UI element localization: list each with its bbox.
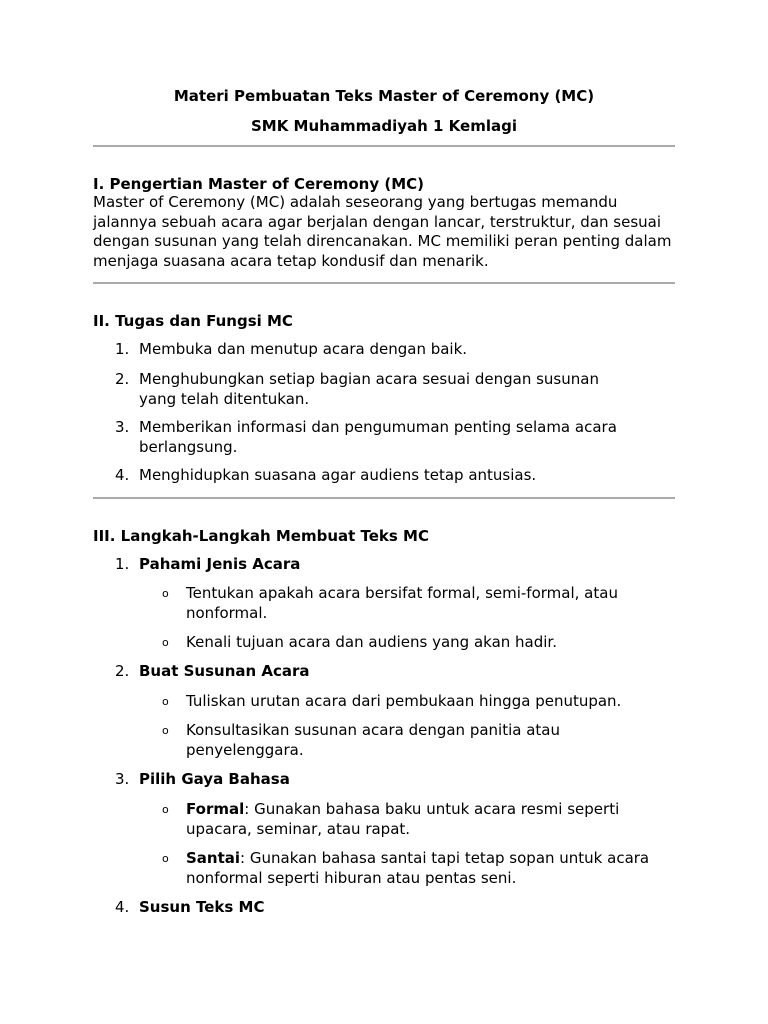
divider [93,145,675,147]
list-text: Memberikan informasi dan pengumuman penting selama acara berlangsung. [139,418,617,456]
bullet-marker: o [162,724,169,737]
section-heading-tugas: II. Tugas dan Fungsi MC [93,312,293,330]
sub-text: Tentukan apakah acara bersifat formal, semi-formal, atau nonformal. [186,584,618,622]
sub-text [186,800,656,839]
list-text: Menghidupkan suasana agar audiens tetap antusias. [139,466,537,484]
document-title: Materi Pembuatan Teks Master of Ceremony (MC) [173,87,595,105]
term-label: Formal [186,800,245,818]
sub-text [186,849,675,888]
divider [93,497,675,499]
bullet-marker: o [162,587,169,600]
step-number: 1. [115,555,130,573]
term-description: : Gunakan bahasa santai tapi tetap sopan untuk acara nonformal seperti hiburan atau pentas seni. [186,849,650,887]
list-text: Menghubungkan setiap bagian acara sesuai dengan susunan yang telah ditentukan. [139,370,599,408]
step-title: Pilih Gaya Bahasa [139,770,290,788]
section-body-pengertian: Master of Ceremony (MC) adalah seseorang yang bertugas memandu jalannya sebuah acara agar berjalan dengan lancar, terstruktur, dan sesuai dengan susunan yang telah direncanakan. MC memiliki peran penting dalam menjaga suasana acara tetap kondusif dan menarik. [93,193,672,270]
step-title: Pahami Jenis Acara [139,555,301,573]
step-number: 3. [115,770,130,788]
section-heading-pengertian: I. Pengertian Master of Ceremony (MC) [93,175,424,193]
list-text: Membuka dan menutup acara dengan baik. [139,340,468,358]
term-description: : Gunakan bahasa baku untuk acara resmi seperti upacara, seminar, atau rapat. [186,800,620,838]
list-number: 4. [115,466,130,484]
bullet-marker: o [162,803,169,816]
list-number: 3. [115,418,130,436]
document-subtitle: SMK Muhammadiyah 1 Kemlagi [250,117,517,135]
list-number: 1. [115,340,130,358]
sub-text: Konsultasikan susunan acara dengan panitia atau penyelenggara. [186,721,560,759]
step-title: Susun Teks MC [139,898,265,916]
bullet-marker: o [162,852,169,865]
sub-text: Kenali tujuan acara dan audiens yang akan hadir. [186,633,557,651]
divider [93,282,675,284]
sub-text: Tuliskan urutan acara dari pembukaan hingga penutupan. [186,692,622,710]
document-page [93,0,675,1024]
step-title: Buat Susunan Acara [139,662,310,680]
bullet-marker: o [162,695,169,708]
list-number: 2. [115,370,130,388]
term-label: Santai [186,849,241,867]
bullet-marker: o [162,636,169,649]
section-heading-langkah: III. Langkah-Langkah Membuat Teks MC [93,527,429,545]
step-number: 2. [115,662,130,680]
step-number: 4. [115,898,130,916]
